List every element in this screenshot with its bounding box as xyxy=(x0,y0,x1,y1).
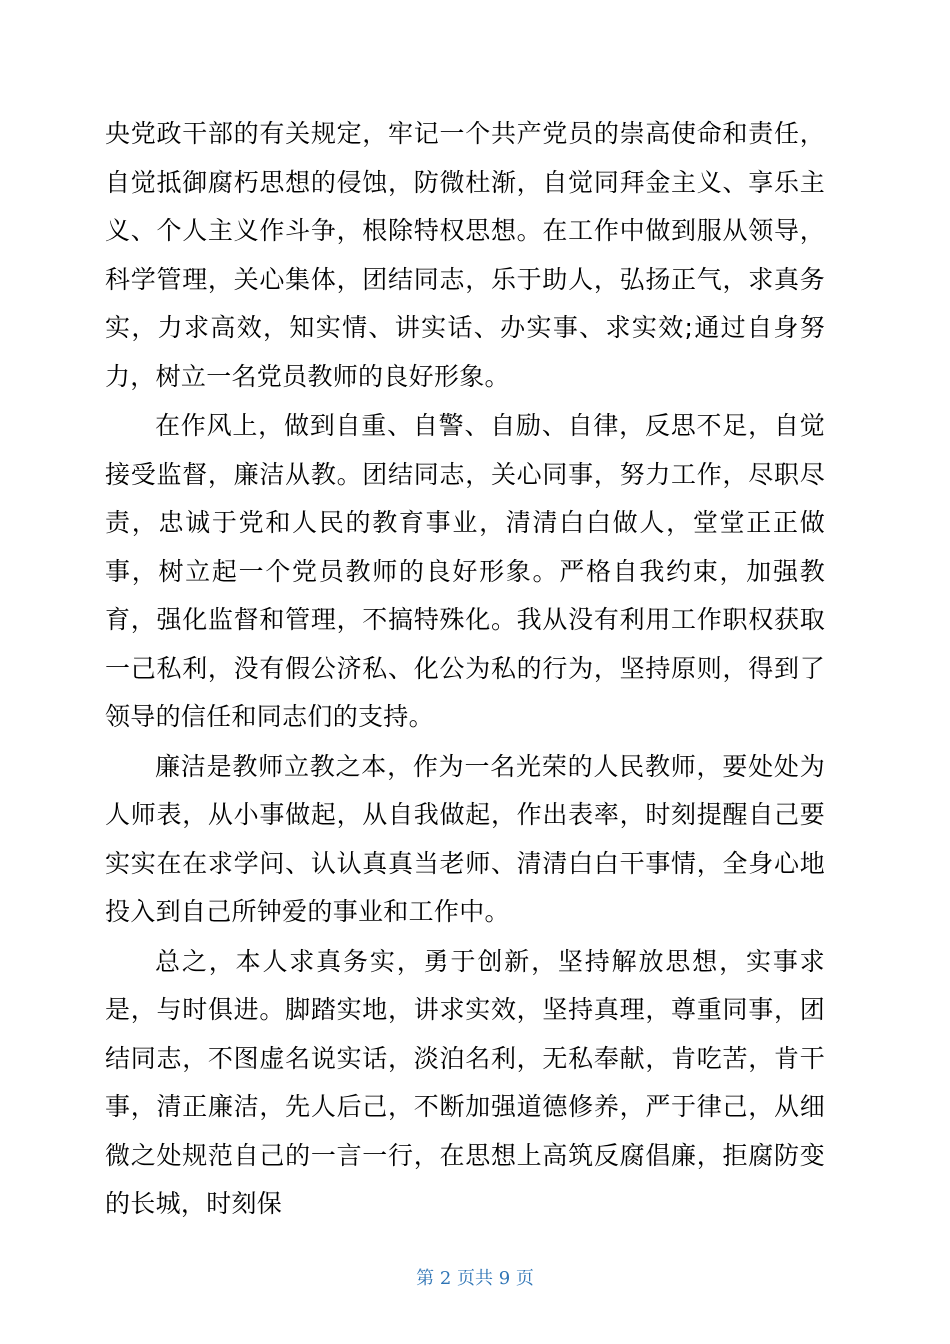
document-body xyxy=(105,110,825,1230)
paragraph-integrity: 廉洁是教师立教之本，作为一名光荣的人民教师，要处处为人师表，从小事做起，从自我做起，作出表率，时刻提醒自己要实实在在求学问、认认真真当老师、清清白白干事情，全身心地投入到自己所钟爱的事业和工作中。 xyxy=(105,751,825,926)
paragraph-summary: 总之，本人求真务实，勇于创新，坚持解放思想，实事求是，与时俱进。脚踏实地，讲求实效，坚持真理，尊重同事，团结同志，不图虚名说实话，淡泊名利，无私奉献，肯吃苦，肯干事，清正廉洁，先人后己，不断加强道德修养，严于律己，从细微之处规范自己的一言一行，在思想上高筑反腐倡廉，拒腐防变的长城，时刻保 xyxy=(105,946,825,1218)
paragraph-continuation: 央党政干部的有关规定，牢记一个共产党员的崇高使命和责任，自觉抵御腐朽思想的侵蚀，防微杜渐，自觉同拜金主义、享乐主义、个人主义作斗争，根除特权思想。在工作中做到服从领导，科学管理，关心集体，团结同志，乐于助人，弘扬正气，求真务实，力求高效，知实情、讲实话、办实事、求实效;通过自身努力，树立一名党员教师的良好形象。 xyxy=(105,119,825,391)
page-number-footer: 第 2 页共 9 页 xyxy=(416,1268,534,1289)
paragraph-work-style: 在作风上，做到自重、自警、自励、自律，反思不足，自觉接受监督，廉洁从教。团结同志，关心同事，努力工作，尽职尽责，忠诚于党和人民的教育事业，清清白白做人，堂堂正正做事，树立起一个党员教师的良好形象。严格自我约束，加强教育，强化监督和管理，不搞特殊化。我从没有利用工作职权获取一己私利，没有假公济私、化公为私的行为，坚持原则，得到了领导的信任和同志们的支持。 xyxy=(105,411,825,731)
